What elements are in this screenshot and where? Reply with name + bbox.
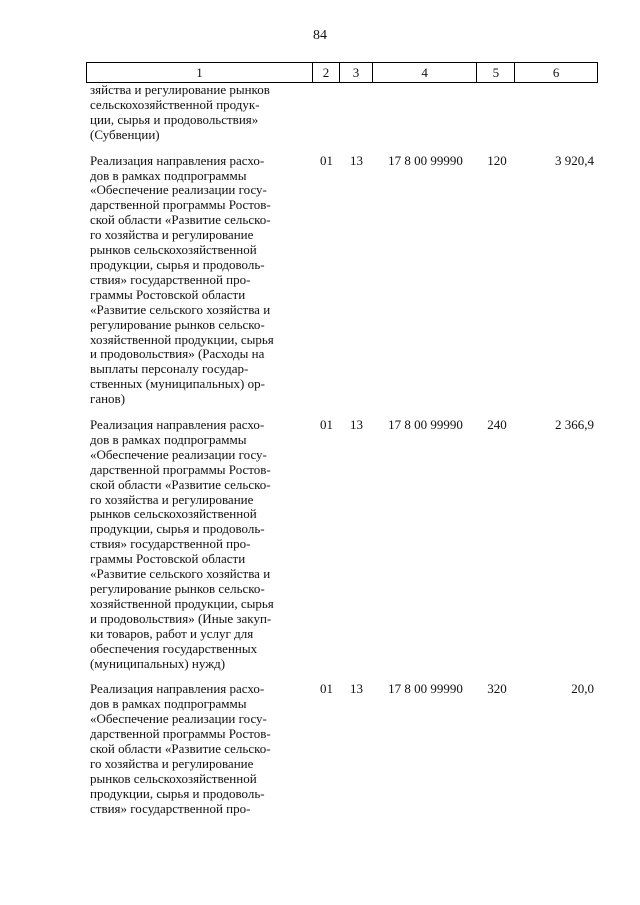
row-expense-type: 120	[487, 152, 507, 168]
row-description: Реализация направления расхо- дов в рамках подпрограммы «Обеспечение реализации госу- дарственной программы Ростов- ской области «Развитие сельско- го хозяйства и регулирование рынков сельскохозяйственной продукции, сырья и продоволь- ствия» государственной про-	[90, 681, 271, 816]
row-expense-type: 240	[487, 417, 507, 433]
table-row	[86, 83, 598, 143]
column-header-1: 1	[87, 63, 313, 82]
row-section: 01	[320, 152, 333, 168]
row-section: 01	[320, 417, 333, 433]
page-number: 84	[313, 28, 327, 43]
column-header-6: 6	[552, 64, 560, 80]
row-amount: 3 920,4	[555, 152, 594, 168]
row-expense-type: 320	[487, 681, 507, 697]
table-body	[86, 83, 598, 817]
row-target-article: 17 8 00 99990	[388, 417, 463, 433]
row-amount: 2 366,9	[555, 417, 594, 433]
column-header-2: 2	[313, 63, 340, 82]
row-target-article: 17 8 00 99990	[388, 152, 463, 168]
row-subsection: 13	[350, 152, 363, 168]
table-row	[86, 418, 598, 671]
row-subsection: 13	[350, 681, 363, 697]
row-description: Реализация направления расхо- дов в рамках подпрограммы «Обеспечение реализации госу- дарственной программы Ростов- ской области «Развитие сельско- го хозяйства и регулирование рынков сельскохозяйственной продукции, сырья и продоволь- ствия» государственной про- граммы Ростовской области «Развитие сельского хозяйства и регулирование рынков сельско- хозяйственной продукции, сырья и продовольствия» (Расходы на выплаты персоналу государ- ственных (муниципальных) ор- ганов)	[90, 152, 274, 407]
table-row	[86, 154, 598, 407]
row-target-article: 17 8 00 99990	[388, 681, 463, 697]
column-header-3: 3	[340, 63, 373, 82]
row-amount: 20,0	[571, 681, 594, 697]
row-description: Реализация направления расхо- дов в рамках подпрограммы «Обеспечение реализации госу- дарственной программы Ростов- ской области «Развитие сельско- го хозяйства и регулирование рынков сельскохозяйственной продукции, сырья и продоволь- ствия» государственной про- граммы Ростовской области «Развитие сельского хозяйства и регулирование рынков сельско- хозяйственной продукции, сырья и продовольствия» (Иные закуп- ки товаров, работ и услуг для обеспечения государственных (муниципальных) нужд)	[90, 417, 274, 671]
table-row	[86, 682, 598, 816]
column-header-5: 5	[477, 63, 515, 82]
column-header-4: 4	[373, 63, 478, 82]
row-subsection: 13	[350, 417, 363, 433]
row-section: 01	[320, 681, 333, 697]
table-header-row	[86, 62, 598, 83]
row-description: зяйства и регулирование рынков сельскохозяйственной продук- ции, сырья и продовольствия» (Субвенции)	[90, 82, 270, 142]
